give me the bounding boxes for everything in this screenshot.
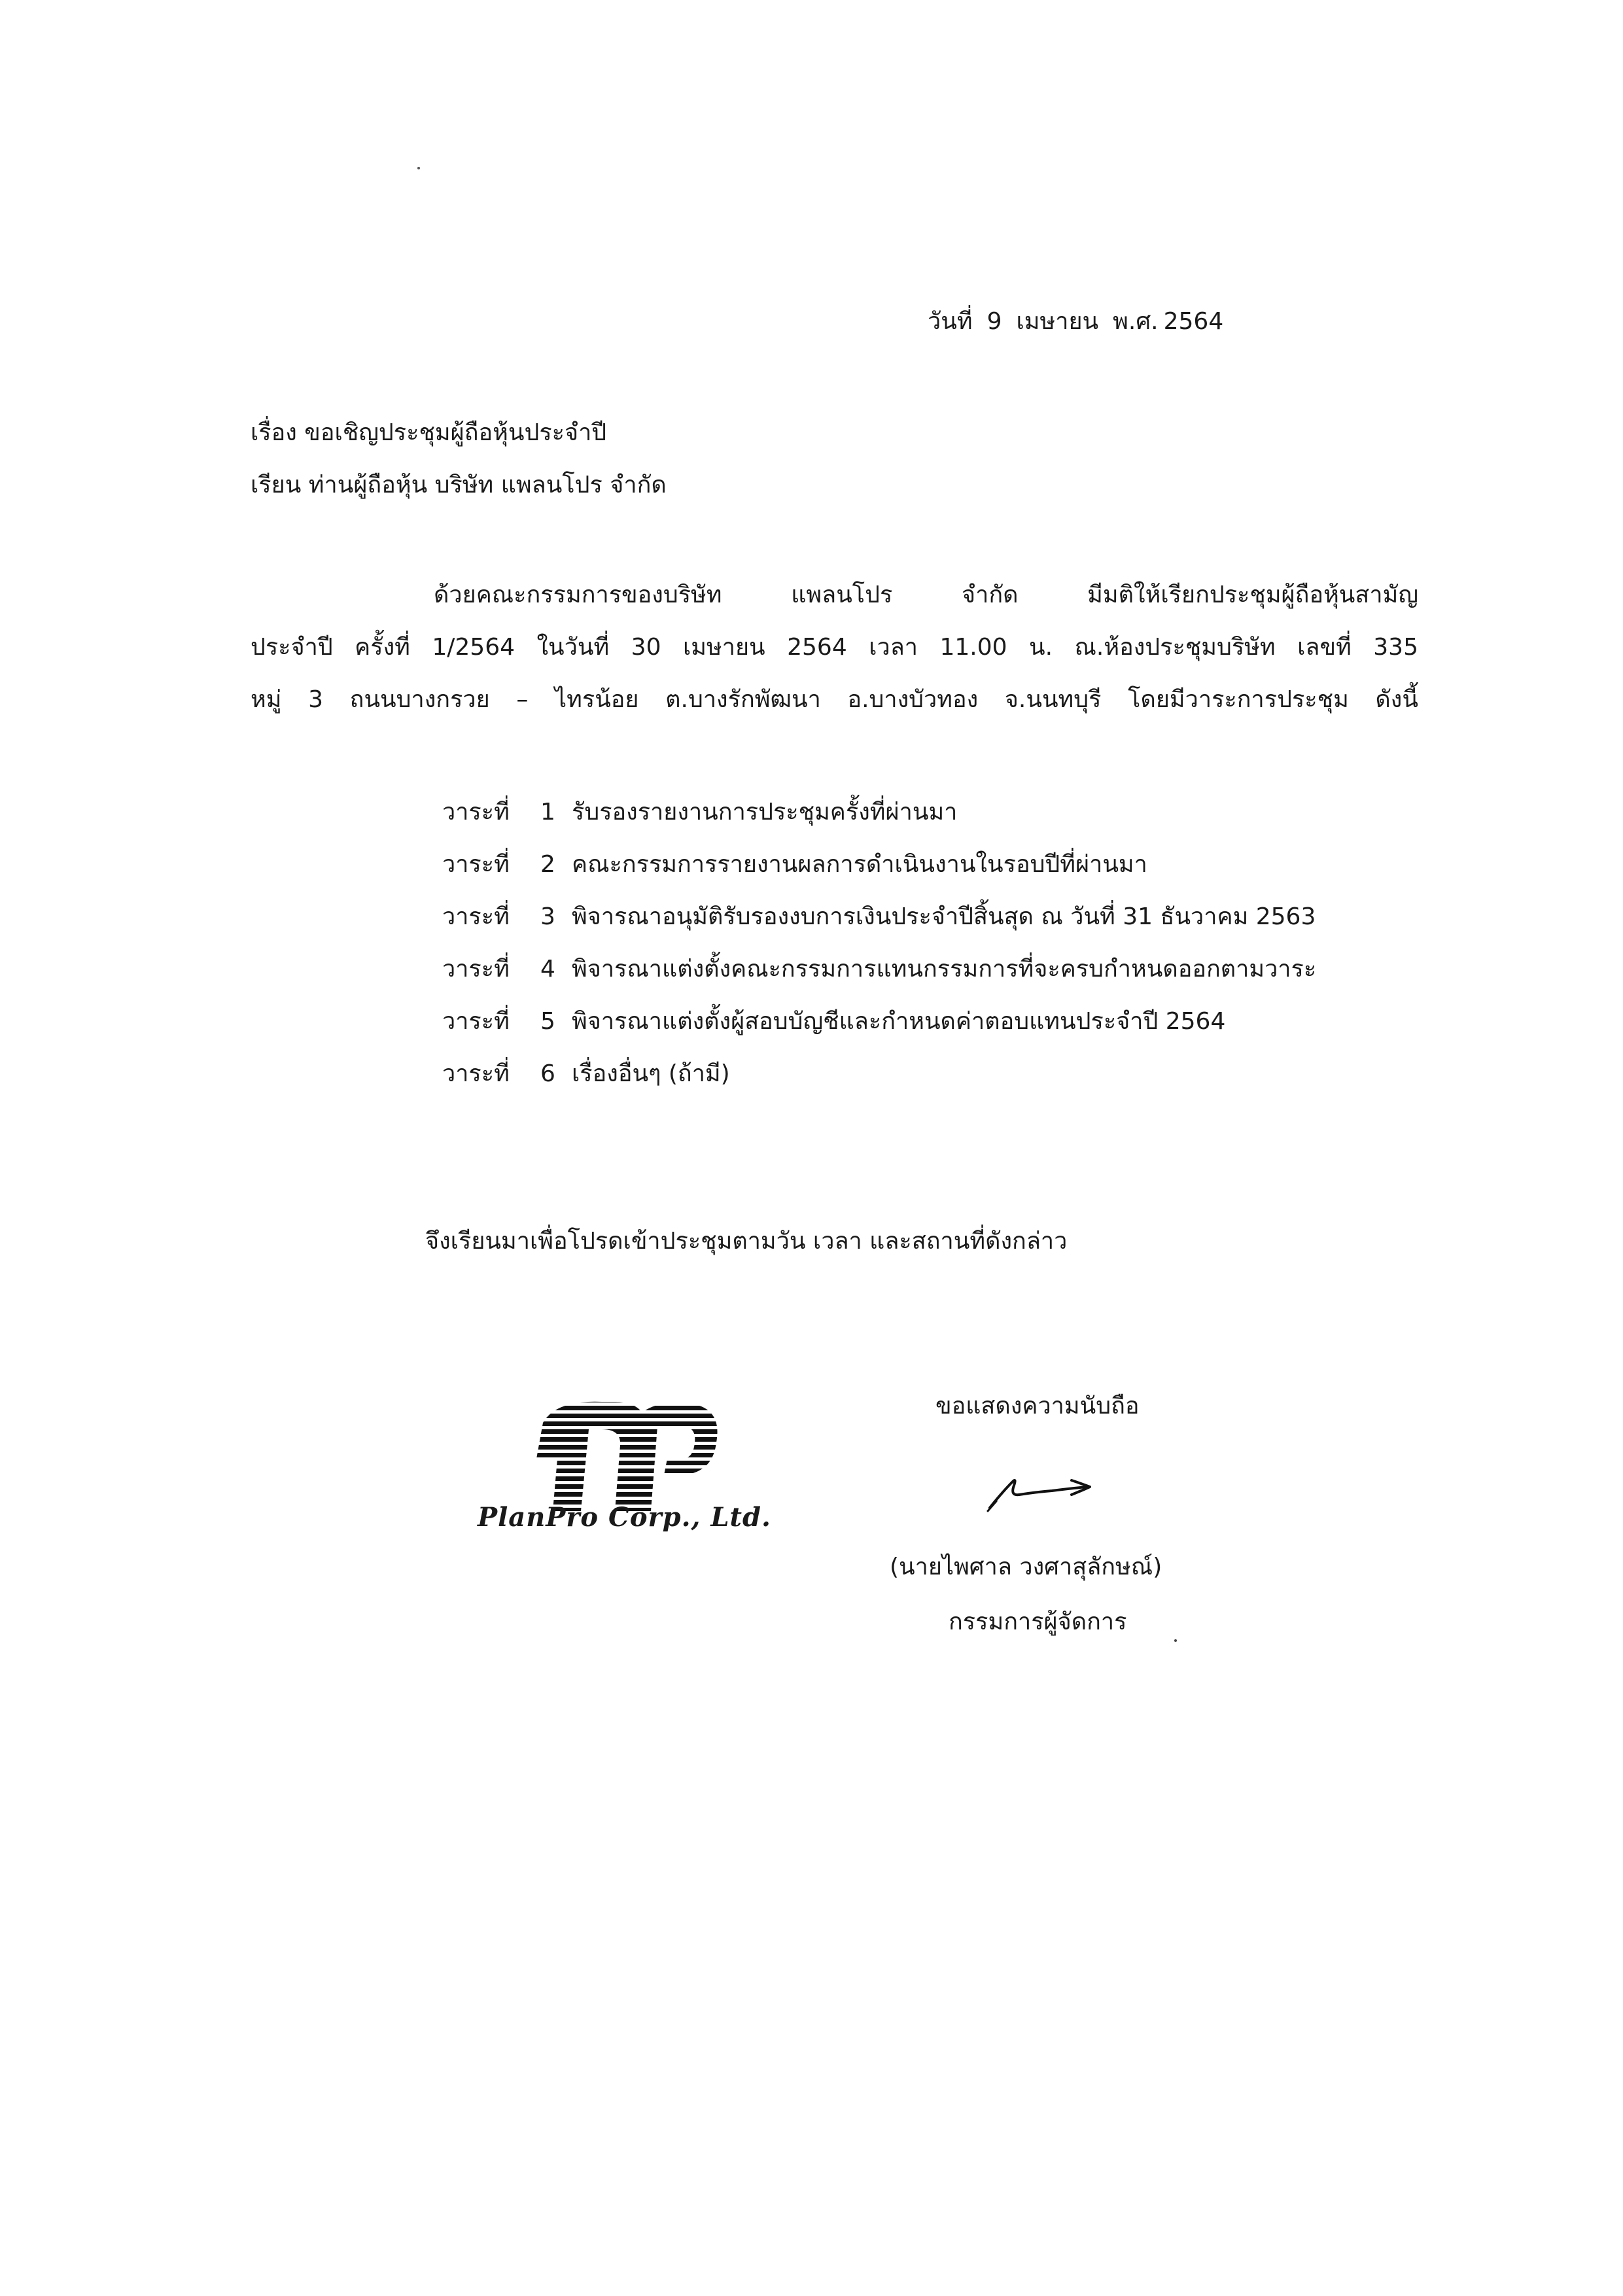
logo-caption: PlanPro Corp., Ltd. [478, 1502, 771, 1533]
agenda-item [442, 897, 1316, 935]
agenda-index: 6 [540, 1060, 555, 1087]
agenda-text: เรื่องอื่นๆ (ถ้ามี) [572, 1060, 730, 1087]
agenda-label: วาระที่ [442, 1008, 510, 1035]
agenda-label: วาระที่ [442, 799, 510, 826]
agenda-index: 4 [540, 956, 555, 983]
agenda-item [442, 793, 957, 830]
signatory-title: กรรมการผู้จัดการ [949, 1609, 1127, 1635]
agenda-index: 5 [540, 1008, 555, 1035]
date-era: พ.ศ. [1113, 308, 1159, 335]
agenda-item [442, 950, 1316, 987]
agenda-index: 1 [540, 799, 555, 826]
agenda-text: คณะกรรมการรายงานผลการดำเนินงานในรอบปีที่ผ่านมา [572, 851, 1147, 878]
signatory-name: (นายไพศาล วงศาสุลักษณ์) [890, 1554, 1162, 1580]
closing-line: จึงเรียนมาเพื่อโปรดเข้าประชุมตามวัน เวลา และสถานที่ดังกล่าว [425, 1228, 1068, 1255]
scan-speck [1174, 1639, 1177, 1642]
agenda-text: รับรองรายงานการประชุมครั้งที่ผ่านมา [572, 799, 958, 826]
handwritten-signature [973, 1462, 1104, 1521]
agenda-index: 3 [540, 903, 555, 930]
agenda-text: พิจารณาแต่งตั้งคณะกรรมการแทนกรรมการที่จะครบกำหนดออกตามวาระ [572, 956, 1317, 983]
planpro-logo-icon [517, 1390, 733, 1521]
date-month: เมษายน [1016, 308, 1099, 335]
agenda-index: 2 [540, 851, 555, 878]
date-year: 2564 [1163, 308, 1224, 335]
letter-recipient: เรียน ท่านผู้ถือหุ้น บริษัท แพลนโปร จำกัด [251, 472, 667, 498]
agenda-label: วาระที่ [442, 903, 510, 930]
agenda-item [442, 1002, 1225, 1039]
agenda-item [442, 1054, 730, 1092]
agenda-item [442, 845, 1147, 882]
agenda-label: วาระที่ [442, 851, 510, 878]
sign-off: ขอแสดงความนับถือ [935, 1393, 1140, 1419]
agenda-label: วาระที่ [442, 1060, 510, 1087]
body-line-3: หมู่ 3 ถนนบางกรวย – ไทรน้อย ต.บางรักพัฒนา อ.บางบัวทอง จ.นนทบุรี โดยมีวาระการประชุม ดังนี้ [251, 686, 1418, 713]
agenda-label: วาระที่ [442, 956, 510, 983]
date-day: 9 [986, 308, 1002, 335]
agenda-text: พิจารณาแต่งตั้งผู้สอบบัญชีและกำหนดค่าตอบแทนประจำปี 2564 [572, 1008, 1226, 1035]
date-day-label: วันที่ [928, 308, 973, 335]
letter-subject: เรื่อง ขอเชิญประชุมผู้ถือหุ้นประจำปี [251, 419, 607, 446]
scan-speck [417, 167, 420, 169]
agenda-text: พิจารณาอนุมัติรับรองงบการเงินประจำปีสิ้นสุด ณ วันที่ 31 ธันวาคม 2563 [572, 903, 1316, 930]
letter-date [928, 302, 1223, 339]
body-line-1: ด้วยคณะกรรมการของบริษัท แพลนโปร จำกัด มีมติให้เรียกประชุมผู้ถือหุ้นสามัญ [434, 582, 1418, 608]
body-line-2: ประจำปี ครั้งที่ 1/2564 ในวันที่ 30 เมษายน 2564 เวลา 11.00 น. ณ.ห้องประชุมบริษัท เลขที่ 335 [251, 634, 1418, 661]
